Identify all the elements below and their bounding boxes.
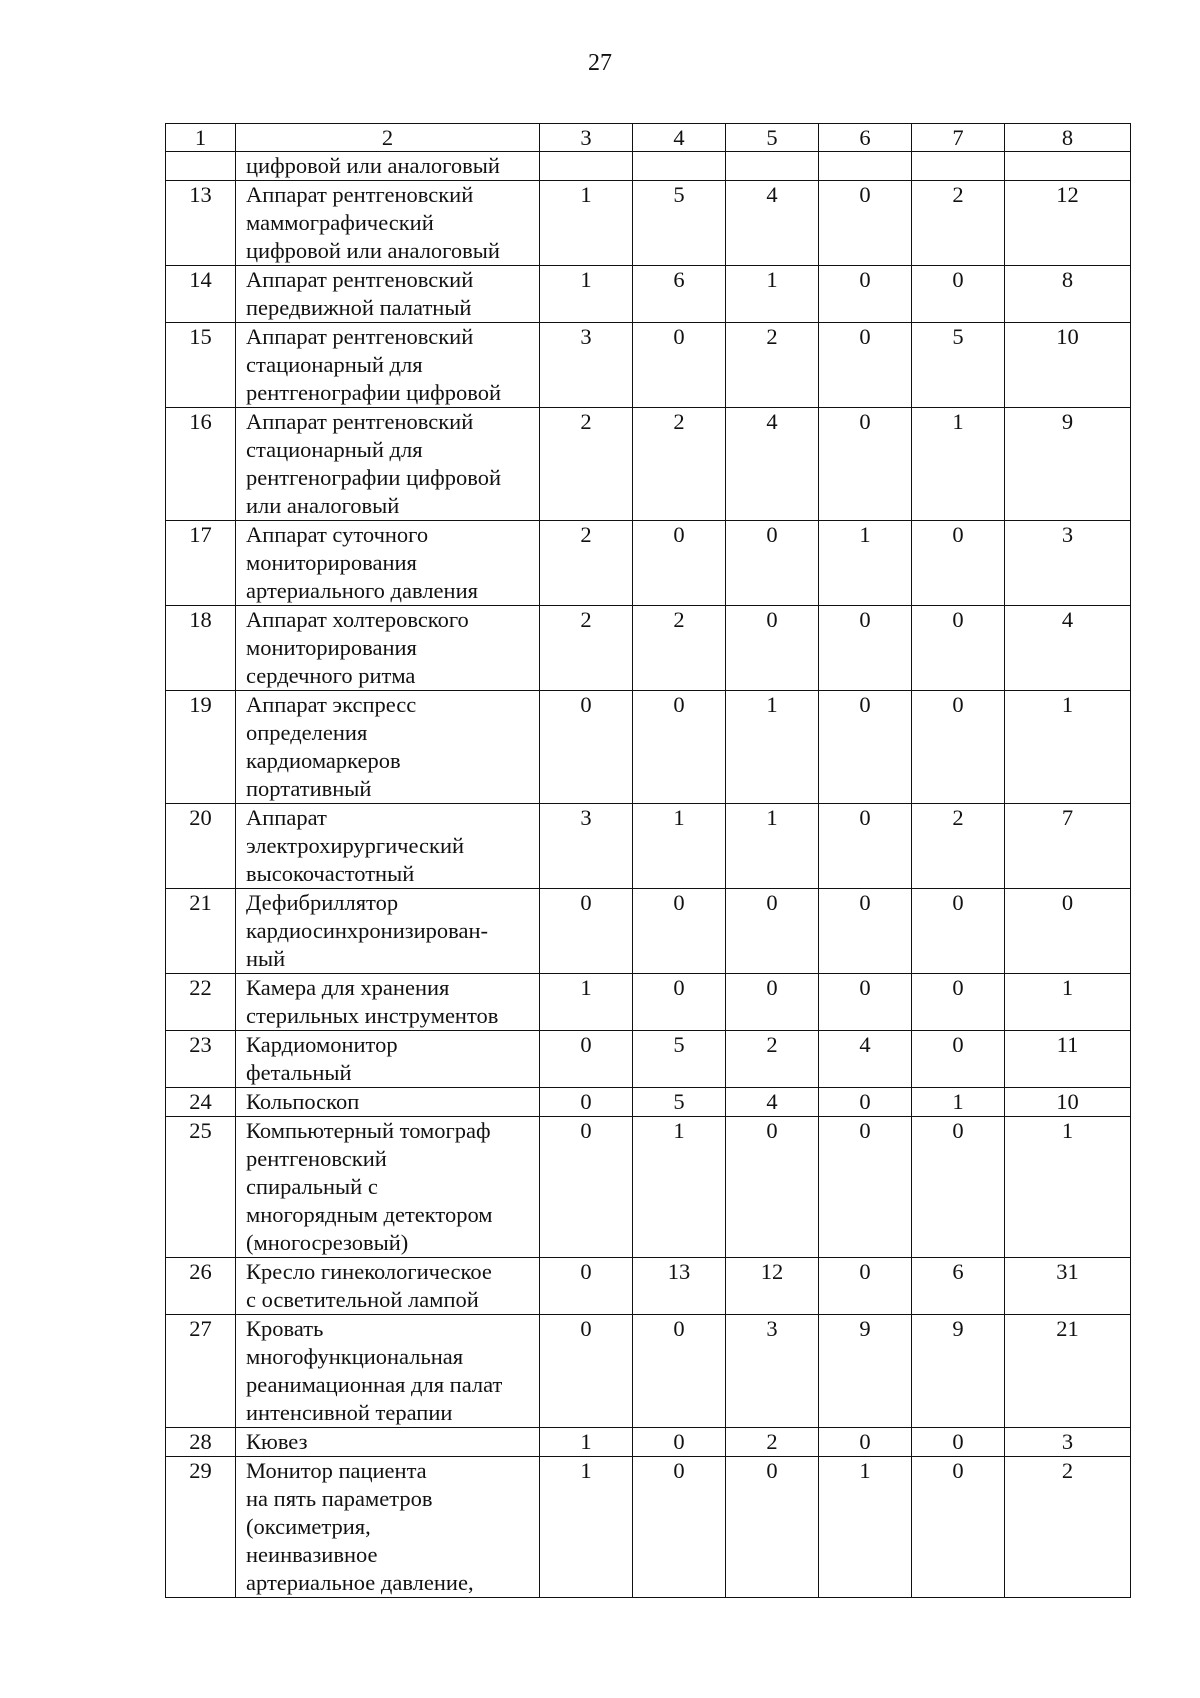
equipment-name-line: артериального давления bbox=[246, 578, 478, 603]
value-cell-col-3: 0 bbox=[540, 1315, 633, 1428]
value-cell-col-5: 4 bbox=[726, 408, 819, 521]
value-cell-col-3: 1 bbox=[540, 974, 633, 1031]
value-cell-col-8: 8 bbox=[1005, 266, 1131, 323]
value-cell-col-3: 2 bbox=[540, 606, 633, 691]
equipment-name-line: или аналоговый bbox=[246, 493, 400, 518]
equipment-name-line: Аппарат рентгеновский bbox=[246, 324, 474, 349]
table-row bbox=[166, 181, 1131, 266]
value-cell-col-5: 2 bbox=[726, 323, 819, 408]
value-cell-col-7: 0 bbox=[912, 521, 1005, 606]
value-cell-col-4: 5 bbox=[633, 1031, 726, 1088]
value-cell-col-3: 2 bbox=[540, 408, 633, 521]
equipment-table bbox=[165, 123, 1131, 1598]
value-cell-col-7: 1 bbox=[912, 1088, 1005, 1117]
table-row bbox=[166, 1088, 1131, 1117]
equipment-name bbox=[236, 152, 540, 181]
column-number-3: 3 bbox=[540, 124, 633, 152]
table-row bbox=[166, 1117, 1131, 1258]
table-row bbox=[166, 1031, 1131, 1088]
equipment-name bbox=[236, 1117, 540, 1258]
value-cell-col-4: 0 bbox=[633, 1457, 726, 1598]
value-cell-col-7: 2 bbox=[912, 181, 1005, 266]
value-cell-col-5 bbox=[726, 152, 819, 181]
value-cell-col-7: 0 bbox=[912, 1031, 1005, 1088]
value-cell-col-6: 0 bbox=[819, 974, 912, 1031]
row-number: 19 bbox=[166, 691, 236, 804]
row-number: 24 bbox=[166, 1088, 236, 1117]
value-cell-col-8: 1 bbox=[1005, 974, 1131, 1031]
equipment-name-line: цифровой или аналоговый bbox=[246, 238, 500, 263]
value-cell-col-5: 0 bbox=[726, 974, 819, 1031]
value-cell-col-7: 0 bbox=[912, 1117, 1005, 1258]
value-cell-col-6: 1 bbox=[819, 521, 912, 606]
equipment-name-line: Аппарат bbox=[246, 805, 327, 830]
equipment-name-line: Кювез bbox=[246, 1429, 308, 1454]
table-row bbox=[166, 804, 1131, 889]
value-cell-col-4: 0 bbox=[633, 974, 726, 1031]
equipment-name-line: (оксиметрия, bbox=[246, 1514, 371, 1539]
equipment-name-line: артериальное давление, bbox=[246, 1570, 474, 1595]
value-cell-col-5: 2 bbox=[726, 1428, 819, 1457]
equipment-name bbox=[236, 1088, 540, 1117]
value-cell-col-8: 0 bbox=[1005, 889, 1131, 974]
value-cell-col-5: 4 bbox=[726, 181, 819, 266]
equipment-name bbox=[236, 323, 540, 408]
value-cell-col-3: 1 bbox=[540, 1428, 633, 1457]
table-row bbox=[166, 152, 1131, 181]
equipment-name-line: маммографический bbox=[246, 210, 434, 235]
equipment-name-line: с осветительной лампой bbox=[246, 1287, 479, 1312]
equipment-name-line: мониторирования bbox=[246, 635, 417, 660]
value-cell-col-8: 7 bbox=[1005, 804, 1131, 889]
equipment-name-line: Кольпоскоп bbox=[246, 1089, 360, 1114]
value-cell-col-8: 31 bbox=[1005, 1258, 1131, 1315]
value-cell-col-3: 3 bbox=[540, 804, 633, 889]
value-cell-col-5: 0 bbox=[726, 1457, 819, 1598]
equipment-name-line: Аппарат холтеровского bbox=[246, 607, 469, 632]
value-cell-col-5: 4 bbox=[726, 1088, 819, 1117]
equipment-name-line: рентгеновский bbox=[246, 1146, 387, 1171]
equipment-name-line: Монитор пациента bbox=[246, 1458, 427, 1483]
row-number: 26 bbox=[166, 1258, 236, 1315]
row-number: 29 bbox=[166, 1457, 236, 1598]
equipment-name-line: Аппарат рентгеновский bbox=[246, 409, 474, 434]
value-cell-col-6: 0 bbox=[819, 889, 912, 974]
value-cell-col-6: 0 bbox=[819, 181, 912, 266]
row-number: 23 bbox=[166, 1031, 236, 1088]
row-number: 14 bbox=[166, 266, 236, 323]
table-row bbox=[166, 1428, 1131, 1457]
equipment-name-line: ный bbox=[246, 946, 286, 971]
value-cell-col-3: 0 bbox=[540, 1031, 633, 1088]
equipment-name-line: многорядным детектором bbox=[246, 1202, 493, 1227]
row-number: 15 bbox=[166, 323, 236, 408]
equipment-name-line: многофункциональная bbox=[246, 1344, 464, 1369]
equipment-name bbox=[236, 181, 540, 266]
value-cell-col-7: 2 bbox=[912, 804, 1005, 889]
value-cell-col-8: 1 bbox=[1005, 1117, 1131, 1258]
value-cell-col-6: 1 bbox=[819, 1457, 912, 1598]
column-number-8: 8 bbox=[1005, 124, 1131, 152]
equipment-name-line: электрохирургический bbox=[246, 833, 465, 858]
value-cell-col-3: 0 bbox=[540, 1117, 633, 1258]
equipment-name bbox=[236, 1457, 540, 1598]
equipment-name-line: определения bbox=[246, 720, 368, 745]
equipment-name-line: стерильных инструментов bbox=[246, 1003, 499, 1028]
value-cell-col-6: 0 bbox=[819, 691, 912, 804]
equipment-name-line: цифровой или аналоговый bbox=[246, 153, 500, 178]
equipment-name-line: сердечного ритма bbox=[246, 663, 416, 688]
equipment-name bbox=[236, 266, 540, 323]
column-number-2: 2 bbox=[236, 124, 540, 152]
value-cell-col-7: 0 bbox=[912, 889, 1005, 974]
equipment-name-line: Аппарат экспресс bbox=[246, 692, 417, 717]
table-row bbox=[166, 974, 1131, 1031]
row-number: 22 bbox=[166, 974, 236, 1031]
equipment-name-line: Дефибриллятор bbox=[246, 890, 399, 915]
equipment-name-line: портативный bbox=[246, 776, 372, 801]
equipment-name-line: кардиомаркеров bbox=[246, 748, 401, 773]
value-cell-col-5: 0 bbox=[726, 1117, 819, 1258]
value-cell-col-8: 3 bbox=[1005, 521, 1131, 606]
value-cell-col-8: 21 bbox=[1005, 1315, 1131, 1428]
equipment-name-line: стационарный для bbox=[246, 437, 423, 462]
value-cell-col-6: 4 bbox=[819, 1031, 912, 1088]
equipment-name-line: фетальный bbox=[246, 1060, 352, 1085]
value-cell-col-4: 0 bbox=[633, 1428, 726, 1457]
value-cell-col-3: 1 bbox=[540, 1457, 633, 1598]
value-cell-col-7: 0 bbox=[912, 266, 1005, 323]
value-cell-col-7: 0 bbox=[912, 974, 1005, 1031]
equipment-name bbox=[236, 974, 540, 1031]
equipment-name bbox=[236, 1258, 540, 1315]
row-number: 17 bbox=[166, 521, 236, 606]
page-number: 27 bbox=[588, 50, 612, 76]
equipment-name-line: рентгенографии цифровой bbox=[246, 465, 501, 490]
value-cell-col-4: 2 bbox=[633, 606, 726, 691]
value-cell-col-4: 0 bbox=[633, 1315, 726, 1428]
equipment-name-line: высокочастотный bbox=[246, 861, 415, 886]
value-cell-col-6: 9 bbox=[819, 1315, 912, 1428]
value-cell-col-4: 0 bbox=[633, 521, 726, 606]
equipment-name-line: на пять параметров bbox=[246, 1486, 433, 1511]
value-cell-col-8: 11 bbox=[1005, 1031, 1131, 1088]
table-row bbox=[166, 323, 1131, 408]
table-row bbox=[166, 408, 1131, 521]
value-cell-col-3: 0 bbox=[540, 889, 633, 974]
equipment-name bbox=[236, 1428, 540, 1457]
table-row bbox=[166, 889, 1131, 974]
value-cell-col-8: 10 bbox=[1005, 323, 1131, 408]
value-cell-col-4: 0 bbox=[633, 323, 726, 408]
value-cell-col-7: 1 bbox=[912, 408, 1005, 521]
equipment-name bbox=[236, 606, 540, 691]
equipment-name-line: неинвазивное bbox=[246, 1542, 378, 1567]
column-number-4: 4 bbox=[633, 124, 726, 152]
value-cell-col-6: 0 bbox=[819, 1258, 912, 1315]
value-cell-col-7: 0 bbox=[912, 1428, 1005, 1457]
value-cell-col-6: 0 bbox=[819, 1117, 912, 1258]
value-cell-col-4: 1 bbox=[633, 1117, 726, 1258]
equipment-name bbox=[236, 1031, 540, 1088]
value-cell-col-8: 9 bbox=[1005, 408, 1131, 521]
value-cell-col-8 bbox=[1005, 152, 1131, 181]
value-cell-col-6: 0 bbox=[819, 323, 912, 408]
value-cell-col-4: 13 bbox=[633, 1258, 726, 1315]
equipment-name bbox=[236, 521, 540, 606]
equipment-name bbox=[236, 1315, 540, 1428]
value-cell-col-3: 1 bbox=[540, 181, 633, 266]
equipment-name-line: интенсивной терапии bbox=[246, 1400, 453, 1425]
equipment-name-line: мониторирования bbox=[246, 550, 417, 575]
equipment-name-line: передвижной палатный bbox=[246, 295, 472, 320]
value-cell-col-7: 9 bbox=[912, 1315, 1005, 1428]
equipment-name-line: Кровать bbox=[246, 1316, 324, 1341]
value-cell-col-4: 0 bbox=[633, 691, 726, 804]
value-cell-col-5: 1 bbox=[726, 804, 819, 889]
value-cell-col-8: 10 bbox=[1005, 1088, 1131, 1117]
value-cell-col-4: 2 bbox=[633, 408, 726, 521]
table-header-row bbox=[166, 124, 1131, 152]
value-cell-col-8: 12 bbox=[1005, 181, 1131, 266]
value-cell-col-8: 2 bbox=[1005, 1457, 1131, 1598]
row-number: 16 bbox=[166, 408, 236, 521]
value-cell-col-5: 1 bbox=[726, 691, 819, 804]
value-cell-col-8: 1 bbox=[1005, 691, 1131, 804]
value-cell-col-3: 1 bbox=[540, 266, 633, 323]
equipment-name-line: (многосрезовый) bbox=[246, 1230, 409, 1255]
table-row bbox=[166, 606, 1131, 691]
value-cell-col-7: 6 bbox=[912, 1258, 1005, 1315]
row-number: 13 bbox=[166, 181, 236, 266]
value-cell-col-7 bbox=[912, 152, 1005, 181]
row-number: 28 bbox=[166, 1428, 236, 1457]
row-number: 21 bbox=[166, 889, 236, 974]
value-cell-col-7: 0 bbox=[912, 691, 1005, 804]
equipment-name-line: спиральный с bbox=[246, 1174, 378, 1199]
value-cell-col-5: 3 bbox=[726, 1315, 819, 1428]
column-number-1: 1 bbox=[166, 124, 236, 152]
row-number: 27 bbox=[166, 1315, 236, 1428]
value-cell-col-6: 0 bbox=[819, 408, 912, 521]
table-row bbox=[166, 691, 1131, 804]
row-number: 20 bbox=[166, 804, 236, 889]
value-cell-col-5: 12 bbox=[726, 1258, 819, 1315]
value-cell-col-4: 1 bbox=[633, 804, 726, 889]
table-row bbox=[166, 521, 1131, 606]
value-cell-col-7: 0 bbox=[912, 1457, 1005, 1598]
equipment-name-line: стационарный для bbox=[246, 352, 423, 377]
value-cell-col-4: 5 bbox=[633, 181, 726, 266]
value-cell-col-6: 0 bbox=[819, 606, 912, 691]
row-number: 25 bbox=[166, 1117, 236, 1258]
equipment-name-line: Компьютерный томограф bbox=[246, 1118, 491, 1143]
value-cell-col-5: 0 bbox=[726, 521, 819, 606]
value-cell-col-3: 0 bbox=[540, 1088, 633, 1117]
value-cell-col-8: 3 bbox=[1005, 1428, 1131, 1457]
table-row bbox=[166, 1258, 1131, 1315]
value-cell-col-5: 0 bbox=[726, 889, 819, 974]
equipment-name bbox=[236, 804, 540, 889]
value-cell-col-3 bbox=[540, 152, 633, 181]
value-cell-col-7: 0 bbox=[912, 606, 1005, 691]
value-cell-col-8: 4 bbox=[1005, 606, 1131, 691]
equipment-name-line: Камера для хранения bbox=[246, 975, 450, 1000]
value-cell-col-5: 2 bbox=[726, 1031, 819, 1088]
equipment-name-line: рентгенографии цифровой bbox=[246, 380, 501, 405]
value-cell-col-3: 0 bbox=[540, 1258, 633, 1315]
value-cell-col-6: 0 bbox=[819, 1088, 912, 1117]
value-cell-col-6: 0 bbox=[819, 804, 912, 889]
table-row bbox=[166, 1457, 1131, 1598]
equipment-name bbox=[236, 691, 540, 804]
value-cell-col-3: 2 bbox=[540, 521, 633, 606]
equipment-name-line: Аппарат суточного bbox=[246, 522, 429, 547]
equipment-name-line: Аппарат рентгеновский bbox=[246, 182, 474, 207]
value-cell-col-4: 0 bbox=[633, 889, 726, 974]
equipment-name bbox=[236, 889, 540, 974]
value-cell-col-7: 5 bbox=[912, 323, 1005, 408]
row-number: 18 bbox=[166, 606, 236, 691]
equipment-name-line: Кардиомонитор bbox=[246, 1032, 398, 1057]
table-row bbox=[166, 266, 1131, 323]
equipment-name-line: Кресло гинекологическое bbox=[246, 1259, 492, 1284]
value-cell-col-3: 3 bbox=[540, 323, 633, 408]
table-row bbox=[166, 1315, 1131, 1428]
equipment-name bbox=[236, 408, 540, 521]
column-number-6: 6 bbox=[819, 124, 912, 152]
value-cell-col-6 bbox=[819, 152, 912, 181]
equipment-name-line: реанимационная для палат bbox=[246, 1372, 503, 1397]
value-cell-col-4: 5 bbox=[633, 1088, 726, 1117]
value-cell-col-6: 0 bbox=[819, 1428, 912, 1457]
value-cell-col-5: 0 bbox=[726, 606, 819, 691]
value-cell-col-6: 0 bbox=[819, 266, 912, 323]
row-number bbox=[166, 152, 236, 181]
column-number-5: 5 bbox=[726, 124, 819, 152]
column-number-7: 7 bbox=[912, 124, 1005, 152]
value-cell-col-4: 6 bbox=[633, 266, 726, 323]
value-cell-col-5: 1 bbox=[726, 266, 819, 323]
equipment-name-line: Аппарат рентгеновский bbox=[246, 267, 474, 292]
equipment-name-line: кардиосинхронизирован- bbox=[246, 918, 489, 943]
value-cell-col-3: 0 bbox=[540, 691, 633, 804]
value-cell-col-4 bbox=[633, 152, 726, 181]
